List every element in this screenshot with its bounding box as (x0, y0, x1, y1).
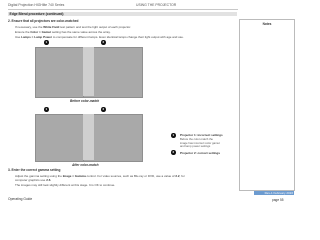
footer-date-bar (254, 191, 294, 195)
step3-heading: 3. Enter the correct gamma setting (8, 168, 61, 172)
step2-line2: Ensure the Color > Gamut setting has the same value across the array. (15, 29, 111, 34)
legend-badge-2: 2 (172, 150, 175, 154)
step2-line1: If necessary, use the White Field test pattern and test the light output of each projector. (15, 24, 132, 29)
header-product-name: Digital Projection HIGHlite 740 Series (8, 3, 65, 7)
step3-line3: The images may still look slightly different at this stage. It is OK to continue. (15, 182, 116, 187)
figure-before-badge-2: 2 (102, 40, 105, 44)
figure-after-badge-1: 1 (45, 107, 48, 111)
legend-desc-1-line3: and lamp power settings (180, 144, 211, 148)
section-title: Edge Blend procedure (continued) (9, 12, 64, 17)
legend-badge-1: 1 (172, 133, 175, 137)
header-section-name: USING THE PROJECTOR (136, 3, 177, 7)
legend-title-1: Projector 1: incorrect settings (180, 133, 223, 137)
figure-after-caption: After color-match (72, 162, 99, 167)
footer-page-number: page 55 (272, 198, 284, 202)
notes-label: Notes (262, 22, 272, 26)
blend-overlap-after (83, 114, 94, 159)
figure-before-caption: Before color-match (70, 99, 100, 103)
section-title-bar (8, 12, 237, 16)
step2-heading: 2. Ensure that all projectors are color-matched (8, 19, 79, 23)
footer-guide-name: Operating Guide (8, 197, 33, 201)
legend-title-2: Projector 2: correct settings (180, 150, 221, 155)
figure-after-badge-2: 2 (102, 107, 105, 111)
legend-desc-1-line2: image has incorrect color gamut (180, 140, 220, 145)
footer-date: Rev-1 February 2016 (264, 191, 293, 196)
figure-before-badge-1: 1 (45, 40, 48, 44)
header-divider (8, 9, 238, 10)
notes-panel (239, 19, 295, 191)
legend-desc-1-line1: Before the color-match the (180, 137, 213, 141)
blend-overlap-before (83, 47, 94, 95)
step3-line1: Adjust the gamma setting using the Image > Gamma control. For video sources, such as Blu-ray or DVD, use a value of 2.2, for (15, 173, 185, 178)
step3-line2: computer graphics use 2.6. (15, 177, 52, 182)
step2-line3: Use Lamps > Lamp Power to compensate for different lamps. Even identical lamps change their light output with age and use. (15, 34, 184, 39)
